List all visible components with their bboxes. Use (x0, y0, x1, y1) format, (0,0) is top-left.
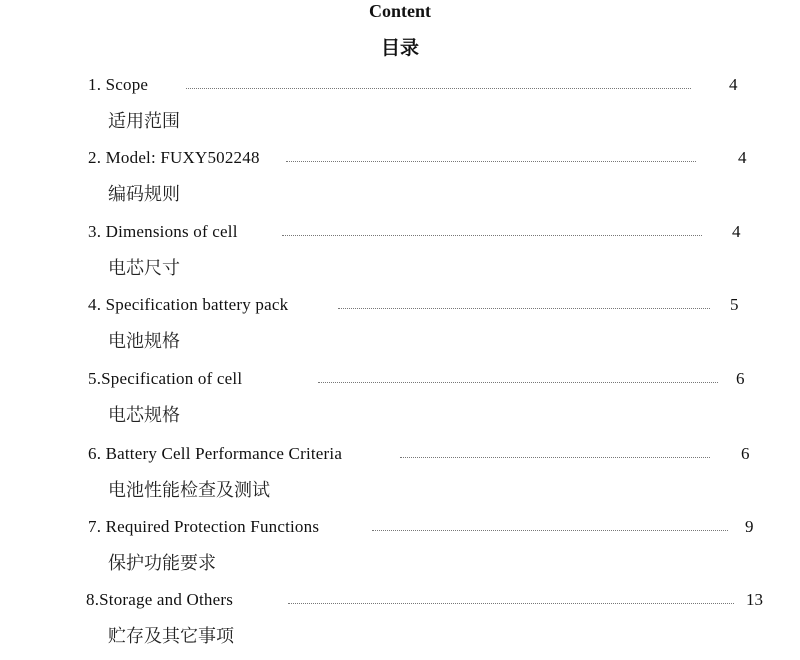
toc-entry-title: 3. Dimensions of cell (88, 222, 238, 241)
toc-entry-title: 5.Specification of cell (88, 369, 243, 388)
toc-title-chinese: 目录 (380, 37, 419, 59)
toc-title: Content (369, 1, 431, 21)
dot-leader (338, 308, 710, 309)
dot-leader (372, 530, 728, 531)
toc-entry-title: 7. Required Protection Functions (88, 517, 320, 536)
toc-page-number: 6 (741, 444, 750, 463)
toc-entry-chinese: 电芯尺寸 (108, 258, 180, 279)
toc-page-number: 5 (730, 295, 739, 314)
dot-leader (318, 382, 718, 383)
toc-page-number: 13 (746, 590, 763, 609)
toc-entry-scope (0, 75, 800, 145)
toc-entry-model (0, 148, 800, 218)
toc-entry-chinese: 电芯规格 (108, 405, 180, 426)
toc-entry-protection (0, 517, 800, 587)
dot-leader (400, 457, 710, 458)
toc-entry-cell-spec (0, 369, 800, 439)
toc-entry-title: 4. Specification battery pack (88, 295, 289, 314)
toc-page-number: 6 (736, 369, 745, 388)
toc-entry-performance (0, 444, 800, 514)
toc-page-number: 9 (745, 517, 754, 536)
toc-entry-chinese: 适用范围 (108, 111, 180, 132)
toc-entry-dimensions (0, 222, 800, 292)
dot-leader (186, 88, 691, 89)
toc-entry-chinese: 编码规则 (108, 184, 180, 205)
dot-leader (286, 161, 696, 162)
toc-page-number: 4 (729, 75, 738, 94)
toc-entry-storage (0, 590, 800, 660)
dot-leader (282, 235, 702, 236)
toc-entry-title: 8.Storage and Others (86, 590, 234, 609)
toc-entry-title: 6. Battery Cell Performance Criteria (88, 444, 343, 463)
toc-entry-title: 2. Model: FUXY502248 (88, 148, 260, 167)
dot-leader (288, 603, 734, 604)
toc-entry-chinese: 保护功能要求 (108, 553, 216, 574)
toc-entry-chinese: 贮存及其它事项 (108, 626, 234, 647)
toc-entry-chinese: 电池规格 (108, 331, 180, 352)
toc-entry-title: 1. Scope (88, 75, 149, 94)
toc-entry-battery-pack (0, 295, 800, 365)
toc-entry-chinese: 电池性能检查及测试 (108, 480, 270, 501)
toc-page-number: 4 (732, 222, 741, 241)
toc-page-number: 4 (738, 148, 747, 167)
